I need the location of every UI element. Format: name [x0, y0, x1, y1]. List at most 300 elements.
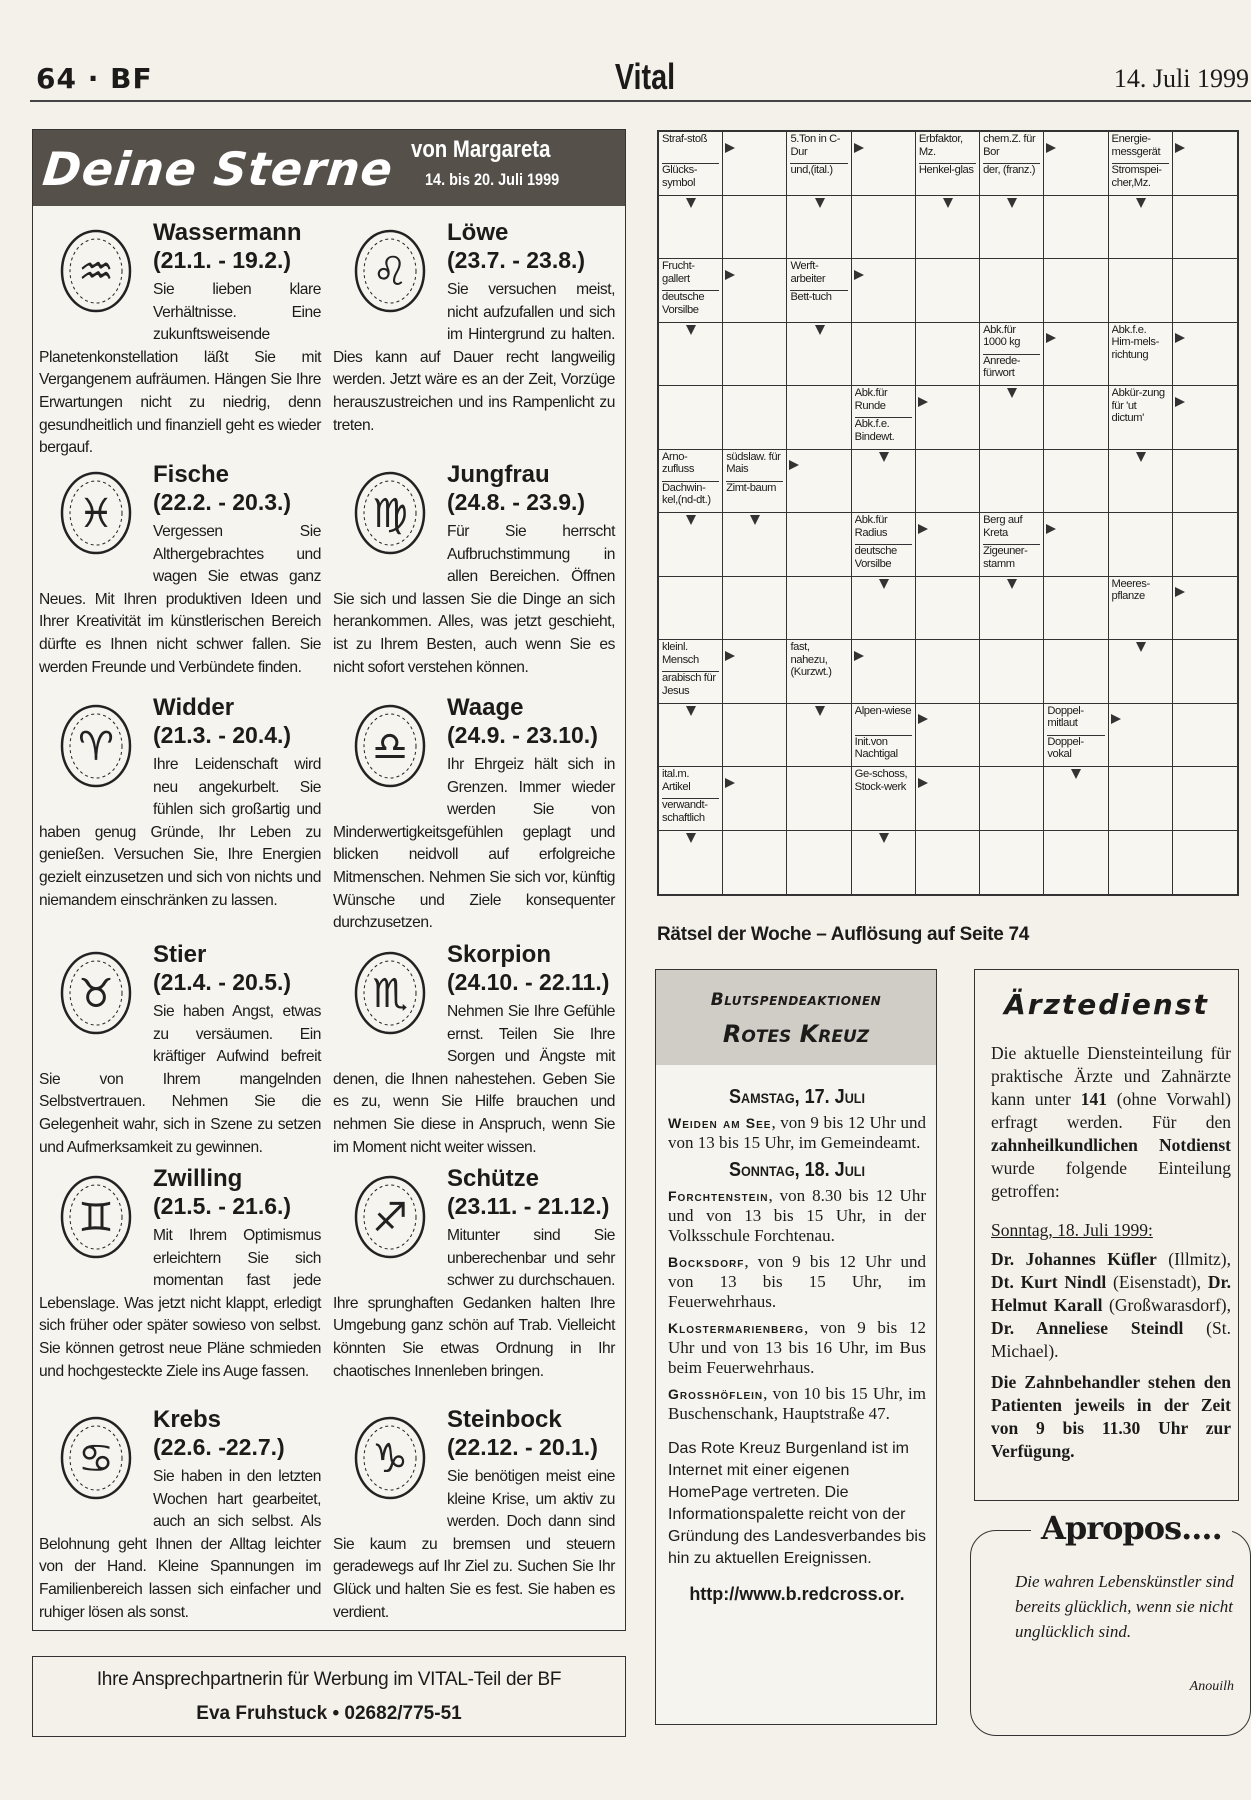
- crossword-cell[interactable]: [1044, 323, 1108, 387]
- crossword-cell[interactable]: [1173, 704, 1237, 768]
- crossword-cell[interactable]: [723, 323, 787, 387]
- clue-text: Stromspei-cher,Mz.: [1112, 163, 1169, 193]
- crossword-clue: [1109, 323, 1172, 386]
- zodiac-sign-name: Stier: [153, 941, 207, 968]
- crossword-cell[interactable]: [723, 767, 787, 831]
- arrow-down-icon: [1136, 642, 1146, 652]
- zodiac-sign-dates: (23.7. - 23.8.): [447, 247, 586, 273]
- zodiac-sign-dates: (24.9. - 23.10.): [447, 722, 598, 748]
- arrow-right-icon: [854, 143, 864, 153]
- clue-text: Alpen-wiese: [854, 704, 912, 717]
- crossword-cell[interactable]: [659, 386, 723, 450]
- crossword-cell[interactable]: [723, 259, 787, 323]
- clue-text: 5.Ton in C-Dur: [790, 133, 841, 158]
- crossword-cell[interactable]: [723, 704, 787, 768]
- arrow-right-icon: [918, 397, 928, 407]
- crossword-cell[interactable]: [1044, 386, 1108, 450]
- crossword-cell[interactable]: [1109, 259, 1173, 323]
- zodiac-sign-text: Sie lieben klare Verhältnisse. Eine zukunftsweisende Planetenkonstellation läßt Sie mit Vergangenem aufräumen. Hängen Sie Ihre Erwartungen nicht zu niedrig, denn gesundheitlich und finanziell geht es wieder bergauf.: [39, 281, 321, 457]
- clue-text: Zimt-baum: [726, 481, 783, 511]
- blood-donation-subtitle: Rotes Kreuz: [722, 1020, 870, 1048]
- crossword-cell[interactable]: [1173, 450, 1237, 514]
- zodiac-sign-name: Widder: [153, 694, 235, 721]
- crossword-cell[interactable]: [1173, 640, 1237, 704]
- crossword-grid: [657, 130, 1239, 896]
- arrow-right-icon: [1175, 333, 1185, 343]
- crossword-cell[interactable]: [787, 577, 851, 641]
- clue-text: Bett-tuch: [790, 290, 847, 320]
- clue-text: Abk.f.e. Bindewt.: [855, 417, 912, 447]
- donation-details: , von 9 bis 12 Uhr und von 13 bis 15 Uhr, im Feuerwehrhaus.: [668, 1252, 926, 1311]
- aries-icon: [39, 694, 153, 804]
- page-number: 64 · BF: [36, 62, 153, 95]
- crossword-cell[interactable]: [1173, 132, 1237, 196]
- svg-text:♈: ♈: [78, 724, 114, 770]
- zodiac-sign-dates: (22.2. - 20.3.): [153, 489, 292, 515]
- crossword-cell[interactable]: [1109, 513, 1173, 577]
- issue-date: 14. Juli 1999: [1113, 64, 1249, 93]
- horoscope-banner: [33, 130, 625, 206]
- bold-text: Dt. Kurt Nindl: [991, 1272, 1107, 1292]
- arrow-right-icon: [918, 778, 928, 788]
- crossword-cell[interactable]: [1044, 831, 1108, 895]
- crossword-cell[interactable]: [916, 259, 980, 323]
- zodiac-sign-dates: (24.8. - 23.9.): [447, 489, 586, 515]
- blood-donation-schedule: [668, 1086, 926, 1424]
- zodiac-sign: [333, 1406, 615, 1624]
- arrow-down-icon: [815, 198, 825, 208]
- crossword-cell[interactable]: [916, 767, 980, 831]
- clue-text: Anrede-fürwort: [983, 354, 1040, 384]
- crossword-cell[interactable]: [916, 386, 980, 450]
- zodiac-sign: [39, 1406, 321, 1624]
- crossword-cell[interactable]: [1044, 132, 1108, 196]
- svg-text:♉: ♉: [78, 971, 114, 1017]
- doctors-duty-note: Die Zahnbehandler stehen den Patienten jeweils in der Zeit von 9 bis 11.30 Uhr zur Verfügung.: [991, 1372, 1231, 1461]
- blood-donation-header: [656, 970, 936, 1065]
- blood-donation-body: [668, 1080, 926, 1605]
- svg-text:♍: ♍: [372, 491, 408, 537]
- cancer-icon: [39, 1406, 153, 1516]
- zodiac-sign: [39, 461, 321, 679]
- svg-text:♒: ♒: [78, 249, 114, 295]
- clue-text: Abk.f.e. Him-mels-richtung: [1111, 323, 1159, 361]
- libra-icon: [333, 694, 447, 804]
- crossword-clue: [852, 704, 915, 767]
- zodiac-sign: [39, 941, 321, 1159]
- crossword-cell[interactable]: [1173, 386, 1237, 450]
- arrow-right-icon: [1111, 714, 1121, 724]
- zodiac-sign-name: Jungfrau: [447, 461, 550, 488]
- zodiac-sign-name: Waage: [447, 694, 524, 721]
- clue-text: Meeres-pflanze: [1111, 577, 1150, 602]
- text-segment: Die aktuelle Diensteinteilung für praktische Ärzte und Zahnärzte kann unter: [991, 1043, 1231, 1109]
- crossword-cell[interactable]: [1109, 704, 1173, 768]
- crossword-cell[interactable]: [787, 831, 851, 895]
- zodiac-sign-dates: (21.5. - 21.6.): [153, 1193, 292, 1219]
- clue-text: Abk.für Radius: [854, 514, 888, 539]
- arrow-right-icon: [854, 651, 864, 661]
- zodiac-sign-name: Wassermann: [153, 219, 302, 246]
- zodiac-sign-text: Sie haben in den letzten Wochen hart gearbeitet, auch an sich selbst. Als Belohnung geht Ihnen der Alltag leichter von der Hand. Kleine Spannungen im Familienbereich lassen sich einfacher und ruhiger lösen als sonst.: [39, 1468, 321, 1621]
- svg-text:♐: ♐: [372, 1195, 408, 1241]
- scorpio-icon: [333, 941, 447, 1051]
- zodiac-sign: [333, 219, 615, 437]
- apropos-title: Apropos....: [1031, 1509, 1232, 1547]
- crossword-clue: [787, 132, 850, 195]
- crossword-cell[interactable]: [916, 640, 980, 704]
- crossword-cell[interactable]: [980, 831, 1044, 895]
- crossword-cell[interactable]: [1044, 450, 1108, 514]
- donation-event: [668, 1113, 926, 1153]
- crossword-cell[interactable]: [1109, 831, 1173, 895]
- clue-text: Henkel-glas: [919, 163, 976, 193]
- text-segment: (St. Michael).: [991, 1318, 1231, 1361]
- arrow-right-icon: [1175, 397, 1185, 407]
- arrow-right-icon: [789, 460, 799, 470]
- crossword-cell[interactable]: [852, 259, 916, 323]
- text-segment: (Eisenstadt),: [1106, 1272, 1208, 1292]
- zodiac-sign-name: Zwilling: [153, 1165, 243, 1192]
- crossword-cell[interactable]: [1044, 577, 1108, 641]
- crossword-cell[interactable]: [916, 513, 980, 577]
- crossword-cell[interactable]: [787, 450, 851, 514]
- zodiac-sign: [39, 219, 321, 460]
- apropos-author: Anouilh: [1189, 1679, 1234, 1694]
- clue-text: Glücks-symbol: [662, 163, 719, 193]
- donation-event: [668, 1318, 926, 1378]
- clue-text: chem.Z. für Bor: [983, 133, 1036, 158]
- clue-text: deutsche Vorsilbe: [662, 290, 719, 320]
- arrow-down-icon: [815, 706, 825, 716]
- zodiac-sign-name: Skorpion: [447, 941, 552, 968]
- svg-text:♋: ♋: [78, 1436, 114, 1482]
- crossword-caption: Rätsel der Woche – Auflösung auf Seite 74: [657, 924, 1030, 945]
- zodiac-sign-dates: (23.11. - 21.12.): [447, 1193, 610, 1219]
- crossword-clue: [852, 767, 915, 830]
- donation-details: , von 9 bis 12 Uhr und von 13 bis 15 Uhr, im Gemeindeamt.: [668, 1113, 926, 1152]
- text-segment: (ohne Vorwahl) erfragt werden. Für den: [991, 1089, 1231, 1132]
- crossword-clue: [916, 132, 979, 195]
- clue-text: Abk.für 1000 kg: [983, 323, 1021, 348]
- crossword-clue: [659, 640, 722, 703]
- crossword-cell[interactable]: [1044, 640, 1108, 704]
- zodiac-sign-dates: (22.12. - 20.1.): [447, 1434, 598, 1460]
- crossword-cell[interactable]: [723, 577, 787, 641]
- zodiac-sign-text: Nehmen Sie Ihre Gefühle ernst. Teilen Sie Ihre Sorgen und Ängste mit denen, die Ihnen nahestehen. Geben Sie es zu, wenn Sie Hilfe brauchen und nehmen Sie diese in Anspruch, wenn Sie im Moment nicht weiter wissen.: [333, 1003, 615, 1156]
- clue-text: Berg auf Kreta: [983, 514, 1023, 539]
- zodiac-sign: [39, 1165, 321, 1383]
- arrow-right-icon: [1175, 587, 1185, 597]
- zodiac-sign-text: Ihr Ehrgeiz hält sich in Grenzen. Immer wieder werden Sie von Minderwertigkeitsgefühlen geplagt und blicken neidvoll auf erfolgreiche Mitmenschen. Nehmen Sie sich vor, künftig Wünsche und Ziele konsequenter durchzusetzen.: [333, 756, 615, 932]
- svg-text:♎: ♎: [372, 724, 408, 770]
- crossword-cell[interactable]: [1109, 767, 1173, 831]
- zodiac-sign: [333, 941, 615, 1159]
- donation-details: , von 9 bis 12 Uhr und von 13 bis 16 Uhr, im Bus beim Feuerwehrhaus.: [668, 1318, 926, 1377]
- bold-text: zahnheilkundlichen Notdienst: [991, 1135, 1231, 1155]
- doctors-duty-date: Sonntag, 18. Juli 1999:: [991, 1220, 1153, 1240]
- crossword-clue: [1109, 132, 1172, 195]
- crossword-cell[interactable]: [787, 513, 851, 577]
- blood-donation-box: [655, 969, 937, 1725]
- donation-details: , von 8.30 bis 12 Uhr und von 13 bis 15 Uhr, in der Volksschule Forchtenau.: [668, 1186, 926, 1245]
- crossword-cell[interactable]: [980, 450, 1044, 514]
- crossword-cell[interactable]: [916, 323, 980, 387]
- zodiac-sign-name: Krebs: [153, 1406, 222, 1433]
- taurus-icon: [39, 941, 153, 1051]
- horoscope-date-range: 14. bis 20. Juli 1999: [425, 170, 560, 189]
- zodiac-sign-dates: (21.4. - 20.5.): [153, 969, 292, 995]
- bold-text: Dr. Helmut Karall: [991, 1272, 1232, 1315]
- section-title: Vital: [614, 56, 676, 97]
- zodiac-sign-text: Mitunter sind Sie unberechenbar und sehr schwer zu durchschauen. Ihre sprunghaften Gedanken halten Ihre Umgebung ganz schön auf Trab. Vielleicht könnten Sie etwas Ordnung in Ihr chaotisches Innenleben bringen.: [333, 1227, 615, 1380]
- arrow-right-icon: [918, 524, 928, 534]
- crossword-cell[interactable]: [659, 577, 723, 641]
- arrow-down-icon: [879, 579, 889, 589]
- advertising-contact-line: Ihre Ansprechpartnerin für Werbung im VITAL-Teil der BF: [96, 1669, 562, 1690]
- clue-text: deutsche Vorsilbe: [855, 544, 912, 574]
- doctors-duty-intro: [991, 1042, 1231, 1203]
- horoscope-title: Deine Sterne: [40, 142, 396, 196]
- advertising-contact-box: [32, 1656, 626, 1737]
- crossword-clue: [659, 259, 722, 322]
- donation-place: Grosshöflein: [668, 1386, 764, 1402]
- donation-event: [668, 1252, 926, 1312]
- doctors-duty-box: [974, 969, 1239, 1501]
- crossword-clue: [659, 132, 722, 195]
- donation-event: [668, 1186, 926, 1246]
- clue-text: fast, nahezu, (Kurzwt.): [790, 641, 832, 678]
- arrow-right-icon: [1046, 143, 1056, 153]
- crossword-cell[interactable]: [1044, 513, 1108, 577]
- arrow-down-icon: [815, 325, 825, 335]
- arrow-right-icon: [918, 714, 928, 724]
- arrow-down-icon: [1136, 198, 1146, 208]
- crossword-cell[interactable]: [852, 640, 916, 704]
- clue-text: Erbfaktor, Mz.: [918, 133, 963, 158]
- svg-text:♌: ♌: [372, 249, 408, 295]
- apropos-quote: Die wahren Lebenskünstler sind bereits glücklich, wenn sie nicht unglücklich sind.: [1015, 1572, 1234, 1641]
- crossword-cell[interactable]: [916, 577, 980, 641]
- clue-text: kleinl. Mensch: [662, 641, 699, 666]
- clue-text: Ge-schoss, Stock-werk: [854, 768, 908, 793]
- red-cross-url[interactable]: http://www.b.redcross.or.: [689, 1584, 905, 1604]
- arrow-down-icon: [686, 833, 696, 843]
- zodiac-sign-text: Mit Ihrem Optimismus erleichtern Sie sich momentan fast jede Lebenslage. Was jetzt nicht klappt, erledigt sich früher oder später sowieso von selbst. Sie können getrost neue Pläne schmieden und hochgesteckte Ziele ins Auge fassen.: [39, 1227, 321, 1380]
- clue-text: Energie-messgerät: [1111, 133, 1161, 158]
- clue-text: Abk.für Runde: [854, 387, 888, 412]
- crossword-cell[interactable]: [1044, 196, 1108, 260]
- crossword-cell[interactable]: [980, 640, 1044, 704]
- arrow-right-icon: [1046, 524, 1056, 534]
- crossword-clue: [1109, 577, 1172, 640]
- crossword-cell[interactable]: [980, 259, 1044, 323]
- zodiac-sign: [333, 461, 615, 679]
- crossword-cell[interactable]: [916, 831, 980, 895]
- clue-text: arabisch für Jesus: [662, 671, 719, 701]
- crossword-cell[interactable]: [787, 386, 851, 450]
- zodiac-sign: [333, 694, 615, 935]
- crossword-clue: [659, 450, 722, 513]
- dentists-list: [991, 1248, 1231, 1363]
- arrow-down-icon: [943, 198, 953, 208]
- arrow-down-icon: [686, 515, 696, 525]
- crossword-clue: [852, 513, 915, 576]
- crossword-clue: [980, 513, 1043, 576]
- zodiac-sign-text: Sie benötigen meist eine kleine Krise, um aktiv zu werden. Doch dann sind Sie kaum zu bremsen und steuern geradewegs auf Ihr Ziel zu. Suchen Sie Ihr Glück und halten Sie es fest. Sie haben es verdient.: [333, 1468, 615, 1621]
- clue-text: Arno-zufluss: [662, 450, 695, 475]
- clue-text: ital.m. Artikel: [662, 768, 691, 793]
- horoscope-author: von Margareta: [411, 136, 551, 163]
- aquarius-icon: [39, 219, 153, 329]
- crossword-cell[interactable]: [1173, 767, 1237, 831]
- capricorn-icon: [333, 1406, 447, 1516]
- clue-text: Abkür-zung für 'ut dictum': [1111, 387, 1165, 424]
- arrow-right-icon: [1175, 143, 1185, 153]
- clue-text: Straf-stoß: [662, 133, 708, 145]
- advertising-contact-name: Eva Fruhstuck • 02682/775-51: [196, 1703, 462, 1724]
- arrow-right-icon: [1046, 333, 1056, 343]
- arrow-right-icon: [725, 778, 735, 788]
- blood-donation-info: Das Rote Kreuz Burgenland ist im Internet mit einer eigenen HomePage vertreten. Die Informationspalette reicht von der Gründung des Landesverbandes bis hin zu aktuellen Ereignissen.: [668, 1440, 926, 1567]
- zodiac-sign-name: Fische: [153, 461, 230, 488]
- header-rule: [30, 100, 1251, 102]
- bold-text: Dr. Anneliese Steindl: [991, 1318, 1184, 1338]
- zodiac-sign-name: Steinbock: [447, 1406, 562, 1433]
- zodiac-sign-name: Schütze: [447, 1165, 540, 1192]
- crossword-cell[interactable]: [1173, 259, 1237, 323]
- zodiac-sign-dates: (24.10. - 22.11.): [447, 969, 610, 995]
- zodiac-sign-dates: (21.1. - 19.2.): [153, 247, 292, 273]
- crossword-clue: [980, 323, 1043, 386]
- crossword-cell[interactable]: [1173, 513, 1237, 577]
- crossword-cell[interactable]: [723, 831, 787, 895]
- arrow-down-icon: [879, 452, 889, 462]
- zodiac-sign-text: Sie haben Angst, etwas zu versäumen. Ein kräftiger Aufwind befreit Sie von Ihrem mangelnden Selbstvertrauen. Nehmen Sie die Gelegenheit wahr, sich in Szene zu setzen und Aufmerksamkeit zu gewinnen.: [39, 1003, 321, 1156]
- clue-text: Zigeuner-stamm: [983, 544, 1040, 574]
- arrow-down-icon: [1007, 388, 1017, 398]
- arrow-right-icon: [725, 143, 735, 153]
- zodiac-sign-text: Ihre Leidenschaft wird neu angekurbelt. Sie fühlen sich großartig und haben genug Gründe, Ihr Leben zu genießen. Versuchen Sie, Ihre Energien gezielt einzusetzen und sich von nichts und niemandem einschränken zu lassen.: [39, 756, 321, 909]
- horoscope-box: [32, 129, 626, 1631]
- arrow-down-icon: [686, 198, 696, 208]
- crossword-cell[interactable]: [980, 767, 1044, 831]
- svg-text:♓: ♓: [78, 491, 114, 537]
- arrow-down-icon: [686, 706, 696, 716]
- zodiac-sign: [333, 1165, 615, 1383]
- arrow-down-icon: [686, 325, 696, 335]
- donation-day: Samstag, 17. Juli: [728, 1086, 866, 1108]
- zodiac-sign-dates: (22.6. -22.7.): [153, 1434, 285, 1460]
- clue-text: der, (franz.): [983, 163, 1040, 193]
- donation-place: Bocksdorf: [668, 1254, 745, 1270]
- crossword-cell[interactable]: [1173, 831, 1237, 895]
- svg-text:♑: ♑: [372, 1436, 408, 1482]
- arrow-right-icon: [854, 270, 864, 280]
- clue-text: Frucht-gallert: [662, 260, 695, 285]
- crossword-cell[interactable]: [1044, 259, 1108, 323]
- donation-event: [668, 1384, 926, 1424]
- clue-text: Doppel-mitlaut: [1047, 704, 1084, 729]
- text-segment: (Illmitz),: [1156, 1249, 1231, 1269]
- crossword-cell[interactable]: [1173, 323, 1237, 387]
- crossword-cell[interactable]: [980, 704, 1044, 768]
- pisces-icon: [39, 461, 153, 571]
- crossword-cell[interactable]: [1173, 577, 1237, 641]
- leo-icon: [333, 219, 447, 329]
- sagittarius-icon: [333, 1165, 447, 1275]
- clue-text: Doppel-vokal: [1047, 735, 1104, 765]
- clue-text: Dachwin-kel,(nd-dt.): [662, 481, 719, 511]
- crossword-clue: [852, 386, 915, 449]
- text-segment: wurde folgende Einteilung getroffen:: [991, 1158, 1231, 1201]
- crossword-cell[interactable]: [916, 450, 980, 514]
- crossword-cell[interactable]: [723, 386, 787, 450]
- donation-day: Sonntag, 18. Juli: [728, 1159, 866, 1181]
- apropos-box: [970, 1509, 1251, 1736]
- arrow-right-icon: [725, 651, 735, 661]
- arrow-down-icon: [1071, 769, 1081, 779]
- crossword-clue: [723, 450, 786, 513]
- arrow-down-icon: [1007, 198, 1017, 208]
- crossword-cell[interactable]: [852, 196, 916, 260]
- donation-place: Weiden am See: [668, 1115, 772, 1131]
- donation-place: Klostermarienberg: [668, 1320, 805, 1336]
- doctors-duty-body: [991, 1042, 1231, 1463]
- crossword-clue: [659, 767, 722, 830]
- svg-text:♊: ♊: [78, 1195, 114, 1241]
- svg-text:♏: ♏: [372, 971, 408, 1017]
- crossword-clue: [1109, 386, 1172, 449]
- crossword-cell[interactable]: [1173, 196, 1237, 260]
- text-segment: (Großwarasdorf),: [1102, 1295, 1232, 1315]
- gemini-icon: [39, 1165, 153, 1275]
- zodiac-sign-name: Löwe: [447, 219, 509, 246]
- crossword-cell[interactable]: [787, 767, 851, 831]
- crossword-cell[interactable]: [852, 323, 916, 387]
- zodiac-sign-text: Vergessen Sie Althergebrachtes und wagen Sie etwas ganz Neues. Mit Ihren produktiven Ideen und Ihrer Kreativität im künstlerischen Bereich dürfte es Ihnen nicht schwer fallen. Sie werden Freunde und Verbündete finden.: [39, 523, 321, 676]
- crossword-cell[interactable]: [723, 640, 787, 704]
- zodiac-sign-text: Sie versuchen meist, nicht aufzufallen und sich im Hintergrund zu halten. Dies kann auf Dauer recht langweilig werden. Jetzt wäre es an der Zeit, Vorzüge herauszustreichen und ins Rampenlicht zu treten.: [333, 281, 615, 434]
- zodiac-sign: [39, 694, 321, 912]
- donation-place: Forchtenstein: [668, 1188, 769, 1204]
- crossword-cell[interactable]: [916, 704, 980, 768]
- clue-text: und,(ital.): [790, 163, 847, 193]
- donation-details: , von 10 bis 15 Uhr, im Buschenschank, Hauptstraße 47.: [668, 1384, 926, 1423]
- clue-text: Werft-arbeiter: [790, 260, 826, 285]
- arrow-down-icon: [1007, 579, 1017, 589]
- crossword-cell[interactable]: [723, 132, 787, 196]
- virgo-icon: [333, 461, 447, 571]
- clue-text: Init.von Nachtigal: [855, 735, 912, 765]
- crossword-cell[interactable]: [723, 196, 787, 260]
- clue-text: südslaw. für Mais: [726, 450, 781, 475]
- arrow-right-icon: [725, 270, 735, 280]
- arrow-down-icon: [1136, 452, 1146, 462]
- bold-text: 141: [1080, 1089, 1107, 1109]
- crossword-clue: [1044, 704, 1107, 767]
- arrow-down-icon: [750, 515, 760, 525]
- zodiac-sign-dates: (21.3. - 20.4.): [153, 722, 292, 748]
- crossword-cell[interactable]: [852, 132, 916, 196]
- arrow-down-icon: [879, 833, 889, 843]
- bold-text: Dr. Johannes Küfler: [991, 1249, 1157, 1269]
- crossword-clue: [980, 132, 1043, 195]
- crossword-clue: [787, 640, 850, 703]
- blood-donation-title: Blutspendeaktionen: [710, 990, 882, 1010]
- zodiac-sign-text: Für Sie herrscht Aufbruchstimmung in allen Bereichen. Öffnen Sie sich und lassen Sie die Dinge an sich herankommen. Alles, was jetzt geschieht, ist zu Ihrem Besten, auch wenn Sie es nicht sofort verstehen können.: [333, 523, 615, 676]
- clue-text: verwandt-schaftlich: [662, 798, 719, 828]
